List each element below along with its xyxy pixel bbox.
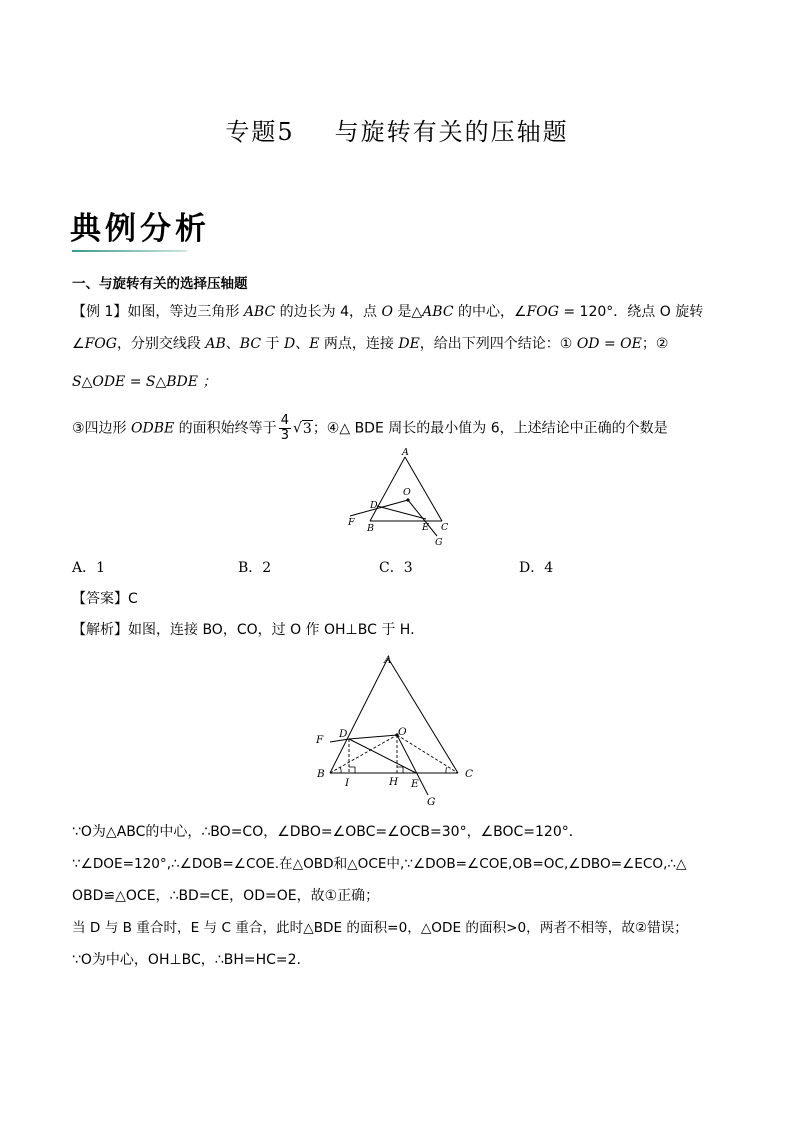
title-prefix: 专题5 <box>225 118 295 146</box>
fig2-side-ac <box>388 658 458 773</box>
fig2-label-o: O <box>398 726 407 738</box>
fig2-label-e: E <box>411 778 419 790</box>
fig2-label-i: I <box>345 777 350 789</box>
fig1-label-d: D <box>370 500 378 511</box>
fig2-label-c: C <box>465 768 474 780</box>
choice-c: C．3 <box>379 560 413 576</box>
answer-line: 【答案】C <box>72 591 138 607</box>
fig1-label-b: B <box>367 523 374 534</box>
example-line-2: ∠FOG，分别交线段 AB、BC 于 D、E 两点，连接 DE，给出下列四个结论：① OD = OE；② <box>72 336 669 352</box>
analysis-line-4: 当 D 与 B 重合时，E 与 C 重合，此时△BDE 的面积=0，△ODE 的面积>0，两者不相等，故②错误； <box>72 920 688 936</box>
analysis-line-5: ∵O为中心，OH⊥BC，∴BH=HC=2. <box>72 952 301 968</box>
section-heading: 典例分析 <box>70 211 210 247</box>
fig2-label-h: H <box>389 776 399 788</box>
fig1-label-a: A <box>402 448 409 458</box>
analysis-intro: 【解析】如图，连接 BO，CO，过 O 作 OH⊥BC 于 H． <box>72 622 425 638</box>
fig2-label-b: B <box>317 768 325 780</box>
example-line-3: S△ODE = S△BDE ； <box>72 374 217 390</box>
fig1-point-o <box>406 498 409 501</box>
analysis-line-2: ∵∠DOE=120°,∴∠DOB=∠COE.在△OBD和△OCE中,∵∠DOB=∠COE,OB=OC,∠DBO=∠ECO,∴△ <box>72 856 687 872</box>
fig1-ray-of <box>350 500 408 516</box>
fig2-label-d: D <box>339 728 348 740</box>
fig2-label-a: A <box>384 654 392 666</box>
example-line-4: ③四边形 ODBE 的面积始终等于 $\frac{4}{3}$ √3；④△ BDE 周长的最小值为 6，上述结论中正确的个数是 <box>72 413 668 443</box>
fig2-right-angle-h <box>397 767 403 773</box>
analysis-line-3: OBD≌△OCE，∴BD=CE，OD=OE，故①正确； <box>72 888 380 904</box>
fraction: $\frac{4}{3}$ <box>280 413 289 443</box>
fig2-label-f: F <box>316 734 324 746</box>
fig1-side-ab <box>370 457 405 521</box>
figure-2 <box>308 650 488 810</box>
fig1-label-o: O <box>403 487 411 498</box>
fig2-side-ab <box>330 658 388 773</box>
fig2-angle-b <box>340 767 341 773</box>
fig1-label-e: E <box>422 522 429 533</box>
fig2-seg-do <box>349 735 397 739</box>
choice-d: D．4 <box>519 560 554 576</box>
fig1-label-f: F <box>348 517 355 528</box>
choice-a: A．1 <box>72 560 106 576</box>
fig2-label-g: G <box>427 796 436 808</box>
title-main: 与旋转有关的压轴题 <box>334 118 569 146</box>
sqrt-symbol: √3 <box>292 420 312 437</box>
fig2-seg-de <box>349 739 416 773</box>
fig1-label-c: C <box>441 522 449 533</box>
analysis-line-1: ∵O为△ABC的中心，∴BO=CO，∠DBO=∠OBC=∠OCB=30°，∠BOC=120°． <box>72 824 583 840</box>
choice-b: B．2 <box>238 560 272 576</box>
section-underline <box>72 250 187 252</box>
fig1-label-g: G <box>435 537 443 548</box>
example-line-1: 【例 1】如图，等边三角形 ABC 的边长为 4，点 O 是△ABC 的中心，∠FOG = 120°．绕点 O 旋转 <box>72 304 704 320</box>
page-title <box>0 112 794 147</box>
fig2-angle-c <box>446 767 447 773</box>
fig2-right-angle-i <box>349 767 355 773</box>
section-subheading: 一、与旋转有关的选择压轴题 <box>72 276 248 292</box>
fig2-dash-oc <box>397 735 458 773</box>
figure-1 <box>330 448 460 548</box>
